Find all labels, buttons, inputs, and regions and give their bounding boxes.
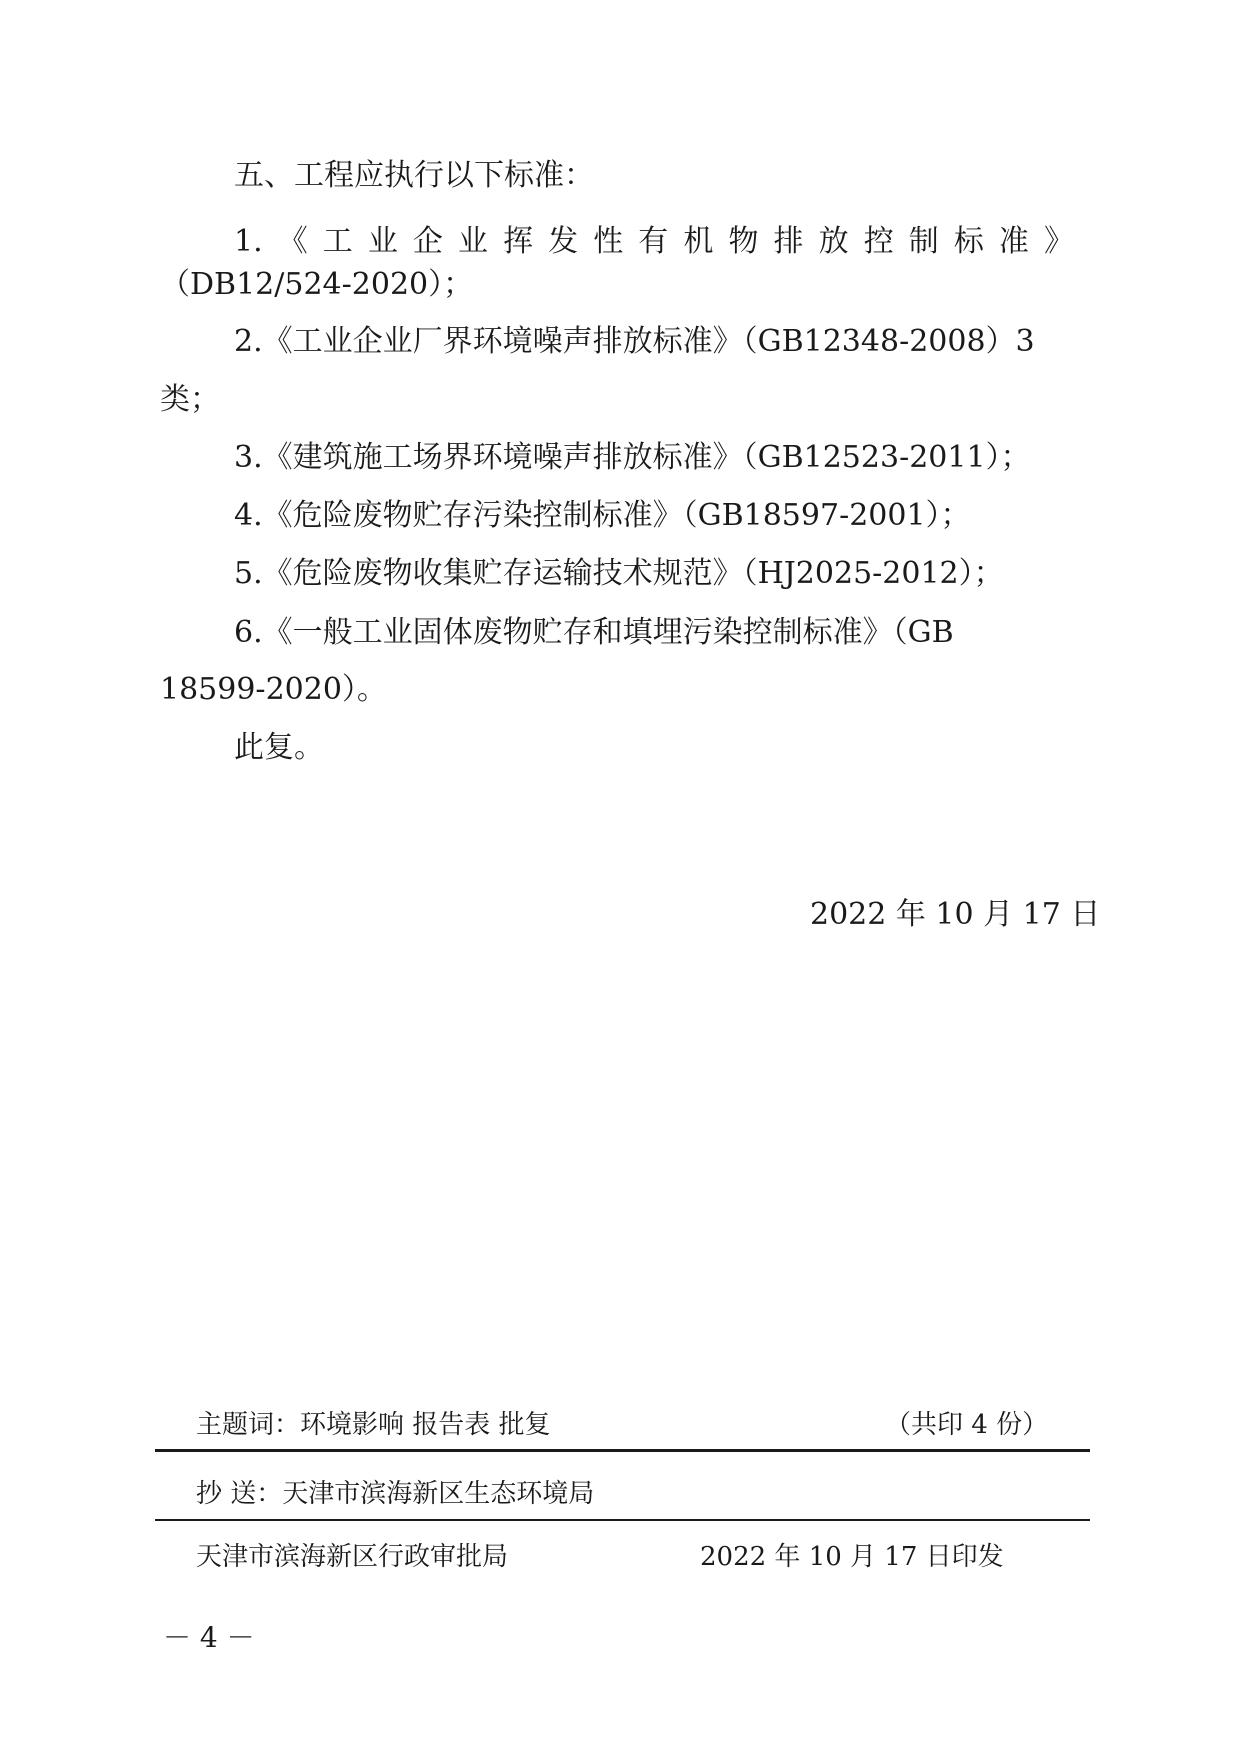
- standard-item-2-line-2: 类；: [160, 382, 220, 417]
- issuing-authority: 天津市滨海新区行政审批局: [196, 1542, 509, 1572]
- standard-item-4: 4.《危险废物贮存污染控制标准》（GB18597-2001）；: [234, 498, 971, 533]
- signature-date: 2022 年 10 月 17 日: [810, 897, 1101, 932]
- standard-item-6-line-2: 18599-2020）。: [160, 672, 387, 707]
- copies-count: （共印 4 份）: [885, 1410, 1049, 1440]
- standard-item-1-line-2: （DB12/524-2020）；: [160, 267, 474, 302]
- standard-item-3: 3.《建筑施工场界环境噪声排放标准》（GB12523-2011）；: [234, 440, 1031, 475]
- issue-date: 2022 年 10 月 17 日印发: [700, 1542, 1004, 1572]
- divider-top: [155, 1449, 1090, 1452]
- cc-line: 抄 送：天津市滨海新区生态环境局: [196, 1479, 595, 1509]
- divider-middle: [155, 1519, 1090, 1521]
- standard-item-2-line-1: 2.《工业企业厂界环境噪声排放标准》（GB12348-2008）3: [234, 324, 1035, 359]
- keywords-line: 主题词：环境影响 报告表 批复: [196, 1410, 551, 1440]
- standard-item-6-line-1: 6.《一般工业固体废物贮存和填埋污染控制标准》（GB: [234, 615, 954, 650]
- standard-item-1-line-1: 1.《工业企业挥发性有机物排放控制标准》: [234, 224, 1074, 259]
- closing-phrase: 此复。: [234, 730, 324, 765]
- page-number: － 4 －: [163, 1621, 255, 1654]
- standard-item-5: 5.《危险废物收集贮存运输技术规范》（HJ2025-2012）；: [234, 556, 1004, 591]
- section-heading: 五、工程应执行以下标准：: [234, 158, 594, 193]
